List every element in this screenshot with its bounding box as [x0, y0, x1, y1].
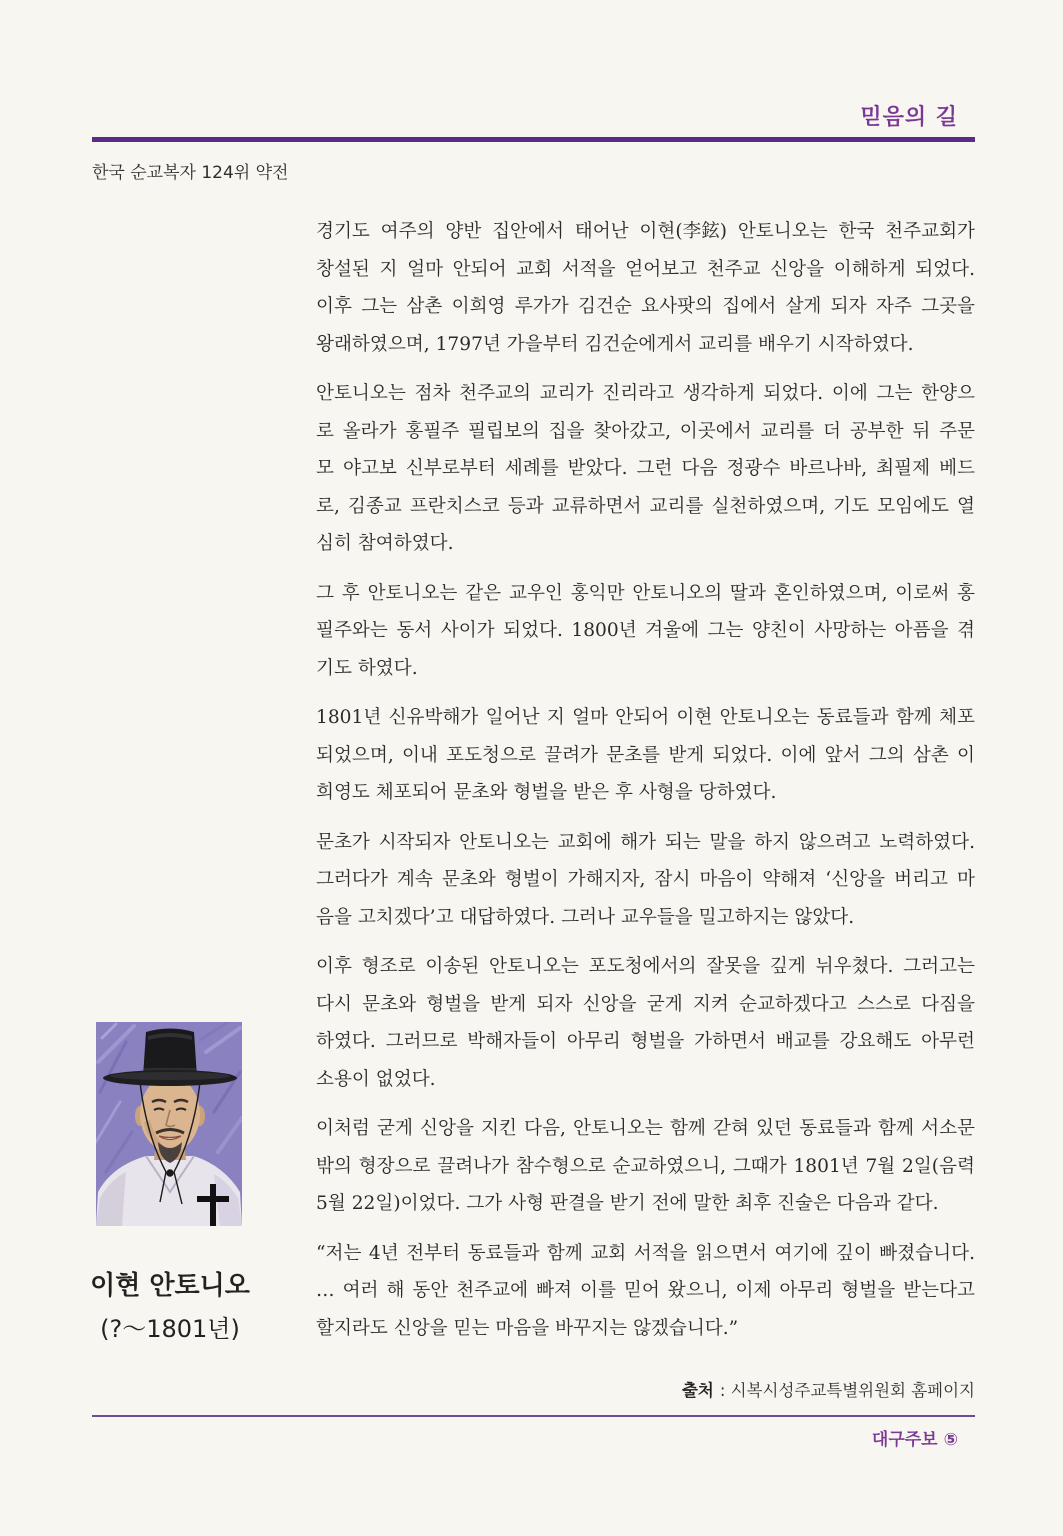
body-line: 소용이 없었다.: [316, 1068, 436, 1090]
body-line: 모 야고보 신부로부터 세례를 받았다. 그런 다음 정광수 바르나바, 최필제 베드: [316, 458, 975, 479]
body-line: 다시 문초와 형벌을 받게 되자 신앙을 굳게 지켜 순교하겠다고 스스로 다짐을: [316, 993, 975, 1015]
body-line: 그 후 안토니오는 같은 교우인 홍익만 안토니오의 딸과 혼인하였으며, 이로써 홍: [316, 582, 975, 604]
portrait-dates: (?～1801년): [100, 1315, 240, 1343]
article-body: [316, 213, 975, 1359]
body-paragraph: [316, 948, 975, 1098]
publication-name: 대구주보: [871, 1430, 938, 1450]
body-paragraph: [316, 1110, 975, 1223]
body-line: 기도 하였다.: [316, 657, 418, 679]
body-line: 1801년 신유박해가 일어난 지 얼마 안되어 이현 안토니오는 동료들과 함께 체포: [316, 707, 975, 728]
body-paragraph: [316, 213, 975, 363]
body-line: 밖의 형장으로 끌려나가 참수형으로 순교하였으니, 그때가 1801년 7월 2일(음력: [316, 1155, 975, 1177]
body-line: 창설된 지 얼마 안되어 교회 서적을 얻어보고 천주교 신앙을 이해하게 되었다.: [316, 258, 975, 280]
body-paragraph: [316, 1235, 975, 1348]
body-line: 이후 형조로 이송된 안토니오는 포도청에서의 잘못을 깊게 뉘우쳤다. 그러고는: [316, 956, 975, 977]
body-line: 5월 22일)이었다. 그가 사형 판결을 받기 전에 말한 최후 진술은 다음과 같다.: [316, 1193, 939, 1214]
footer: [872, 1425, 958, 1450]
portrait-painting: [96, 1022, 242, 1226]
portrait-image: [96, 1022, 242, 1226]
footer-rule: [92, 1415, 975, 1417]
body-line: 문초가 시작되자 안토니오는 교회에 해가 되는 말을 하지 않으려고 노력하였다.: [316, 831, 975, 853]
source-label: 출처: [681, 1381, 714, 1400]
body-line: 안토니오는 점차 천주교의 교리가 진리라고 생각하게 되었다. 이에 그는 한양으: [316, 383, 975, 404]
body-line: 심히 참여하였다.: [316, 533, 454, 554]
source-credit: [682, 1377, 975, 1401]
body-line: 음을 고치겠다’고 대답하였다. 그러나 교우들을 밀고하지는 않았다.: [316, 906, 855, 928]
body-line: 이처럼 굳게 신앙을 지킨 다음, 안토니오는 함께 갇혀 있던 동료들과 함께 서소문: [316, 1118, 975, 1139]
body-paragraph: [316, 824, 975, 937]
body-line: 로, 김종교 프란치스코 등과 교류하면서 교리를 실천하였으며, 기도 모임에도 열: [316, 495, 975, 517]
portrait-name: 이현 안토니오: [90, 1271, 250, 1301]
body-paragraph: [316, 375, 975, 563]
body-line: 되었으며, 이내 포도청으로 끌려가 문초를 받게 되었다. 이에 앞서 그의 삼촌 이: [316, 744, 975, 766]
section-title: 믿음의 길: [860, 105, 958, 130]
body-line: 경기도 여주의 양반 집안에서 태어난 이현(李鉉) 안토니오는 한국 천주교회가: [316, 221, 975, 242]
body-line: … 여러 해 동안 천주교에 빠져 이를 믿어 왔으니, 이제 아무리 형벌을 받는다고: [316, 1280, 975, 1301]
body-line: 왕래하였으며, 1797년 가을부터 김건순에게서 교리를 배우기 시작하였다.: [316, 333, 914, 355]
body-line: 이후 그는 삼촌 이희영 루가가 김건순 요사팟의 집에서 살게 되자 자주 그곳을: [316, 296, 975, 317]
body-line: 희영도 체포되어 문초와 형벌을 받은 후 사형을 당하였다.: [316, 782, 777, 803]
body-line: 로 올라가 홍필주 필립보의 집을 찾아갔고, 이곳에서 교리를 더 공부한 뒤 주문: [316, 420, 975, 442]
body-line: 할지라도 신앙을 믿는 마음을 바꾸지는 않겠습니다.”: [316, 1317, 739, 1339]
header-rule: [92, 137, 975, 142]
body-line: “저는 4년 전부터 동료들과 함께 교회 서적을 읽으면서 여기에 깊이 빠졌습니다.: [316, 1242, 975, 1264]
body-paragraph: [316, 575, 975, 688]
source-text: : 시복시성주교특별위원회 홈페이지: [719, 1381, 975, 1400]
body-line: 하였다. 그러므로 박해자들이 아무리 형벌을 가하면서 배교를 강요해도 아무런: [316, 1031, 975, 1052]
body-line: 필주와는 동서 사이가 되었다. 1800년 겨울에 그는 양친이 사망하는 아픔을 겪: [316, 620, 975, 641]
body-paragraph: [316, 699, 975, 812]
page-number: ⑤: [943, 1430, 958, 1450]
series-title: 한국 순교복자 124위 약전: [92, 163, 289, 183]
body-line: 그러다가 계속 문초와 형벌이 가해지자, 잠시 마음이 약해져 ‘신앙을 버리고 마: [316, 869, 975, 890]
